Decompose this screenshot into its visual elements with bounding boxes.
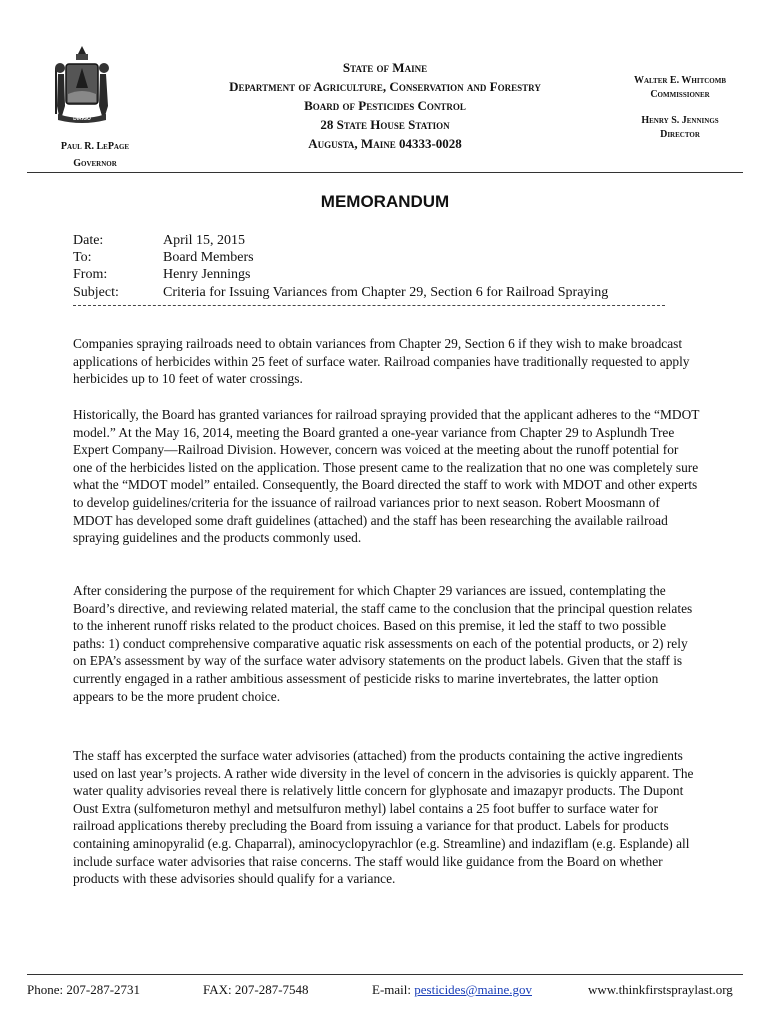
director-name: Henry S. Jennings [641, 115, 719, 126]
address-street: 28 State House Station [320, 117, 450, 132]
seal-text: DIRIGO [73, 116, 91, 122]
footer-divider [27, 974, 743, 975]
commissioner-title: Commissioner [650, 89, 710, 100]
memo-from-row [73, 266, 251, 283]
director-title: Director [660, 129, 700, 140]
subject-label: Subject: [73, 285, 119, 300]
subject-value: Criteria for Issuing Variances from Chapter 29, Section 6 for Railroad Spraying [163, 285, 609, 300]
date-label: Date: [73, 233, 104, 248]
board-name: Board of Pesticides Control [304, 98, 466, 113]
memo-to-row [73, 249, 254, 266]
department-name: Department of Agriculture, Conservation and Forestry [229, 79, 541, 94]
body-paragraph-4: The staff has excerpted the surface water advisories (attached) from the products containing the active ingredients used on last year’s projects. A rather wide diversity in the level of concern in the advisories is quickly apparent. The water quality advisories reveal there is relatively little concern for glyphosate and imazapyr products. The Dupont Oust Extra (sulfometuron methyl and metsulfuron methyl) label contains a 25 foot buffer to surface water for railroad applications thereby precluding the Board from issuing a variance for that product. Labels for products containing aminopyralid (e.g. Chaparral), aminocyclopyrachlor (e.g. Streamline) and indaziflam (e.g. Esplande) all include surface water advisories that raise concerns. The staff would like guidance from the Board on whether products with these advisories should qualify for a variance. [73, 748, 694, 887]
from-value: Henry Jennings [163, 267, 251, 282]
commissioner-name: Walter E. Whitcomb [633, 75, 727, 86]
footer-phone: Phone: 207-287-2731 [27, 982, 141, 997]
footer-email-link[interactable]: pesticides@maine.gov [414, 982, 532, 997]
body-paragraph-3: After considering the purpose of the requirement for which Chapter 29 variances are issued, contemplating the Board’s directive, and reviewing related material, the staff came to the conclusion that the principal question relates to the inherent runoff risks related to the product choices. Based on this premise, it led the staff to two possible paths: 1) conduct comprehensive comparative aquatic risk assessments on each of the potential products, or 2) rely on EPA’s assessment by way of the surface water advisory statements on the product labels. Given that the staff is currently engaged in a rather ambitious assessment of pesticide risks to marine invertebrates, the latter option appears to be the more prudent choice. [73, 583, 693, 704]
body-paragraph-1: Companies spraying railroads need to obtain variances from Chapter 29, Section 6 if they wish to make broadcast applications of herbicides within 25 feet of surface water. Railroad companies have traditionally requested to apply herbicides up to 10 feet of water crossings. [73, 336, 690, 387]
footer-email-label: E-mail: [372, 982, 415, 997]
footer-fax: FAX: 207-287-7548 [203, 982, 309, 997]
officials-block [592, 74, 768, 142]
footer-website: www.thinkfirstspraylast.org [588, 982, 733, 997]
governor-block [30, 138, 160, 172]
governor-title: Governor [73, 158, 117, 169]
governor-name: Paul R. LePage [60, 141, 130, 152]
header-divider [27, 172, 743, 173]
state-name: State of Maine [342, 60, 428, 75]
date-value: April 15, 2015 [163, 233, 246, 248]
address-city: Augusta, Maine 04333-0028 [308, 136, 462, 151]
memo-subject-row [73, 284, 608, 301]
state-seal-icon [50, 44, 114, 126]
footer-email [372, 982, 532, 998]
memo-date-row [73, 232, 245, 249]
body-paragraph-2: Historically, the Board has granted variances for railroad spraying provided that the applicant adheres to the “MDOT model.” At the May 16, 2014, meeting the Board granted a one-year variance from Chapter 29 to Asplundh Tree Expert Company—Railroad Division. However, concern was voiced at the meeting about the runoff potential for one of the herbicides listed on the application. Those present came to the realization that no one was completely sure what the “MDOT model” entailed. Consequently, the Board directed the staff to work with MDOT and other experts to develop guidelines/criteria for the issuance of railroad variances prior to next season. Robert Moosmann of MDOT has developed some draft guidelines (attached) and the staff has been researching the available railroad spraying guidelines and the products commonly used. [73, 407, 700, 546]
memo-title: MEMORANDUM [320, 192, 450, 211]
from-label: From: [73, 267, 108, 282]
memo-divider [73, 305, 665, 306]
to-label: To: [73, 250, 92, 265]
to-value: Board Members [163, 250, 254, 265]
agency-header [160, 58, 610, 153]
